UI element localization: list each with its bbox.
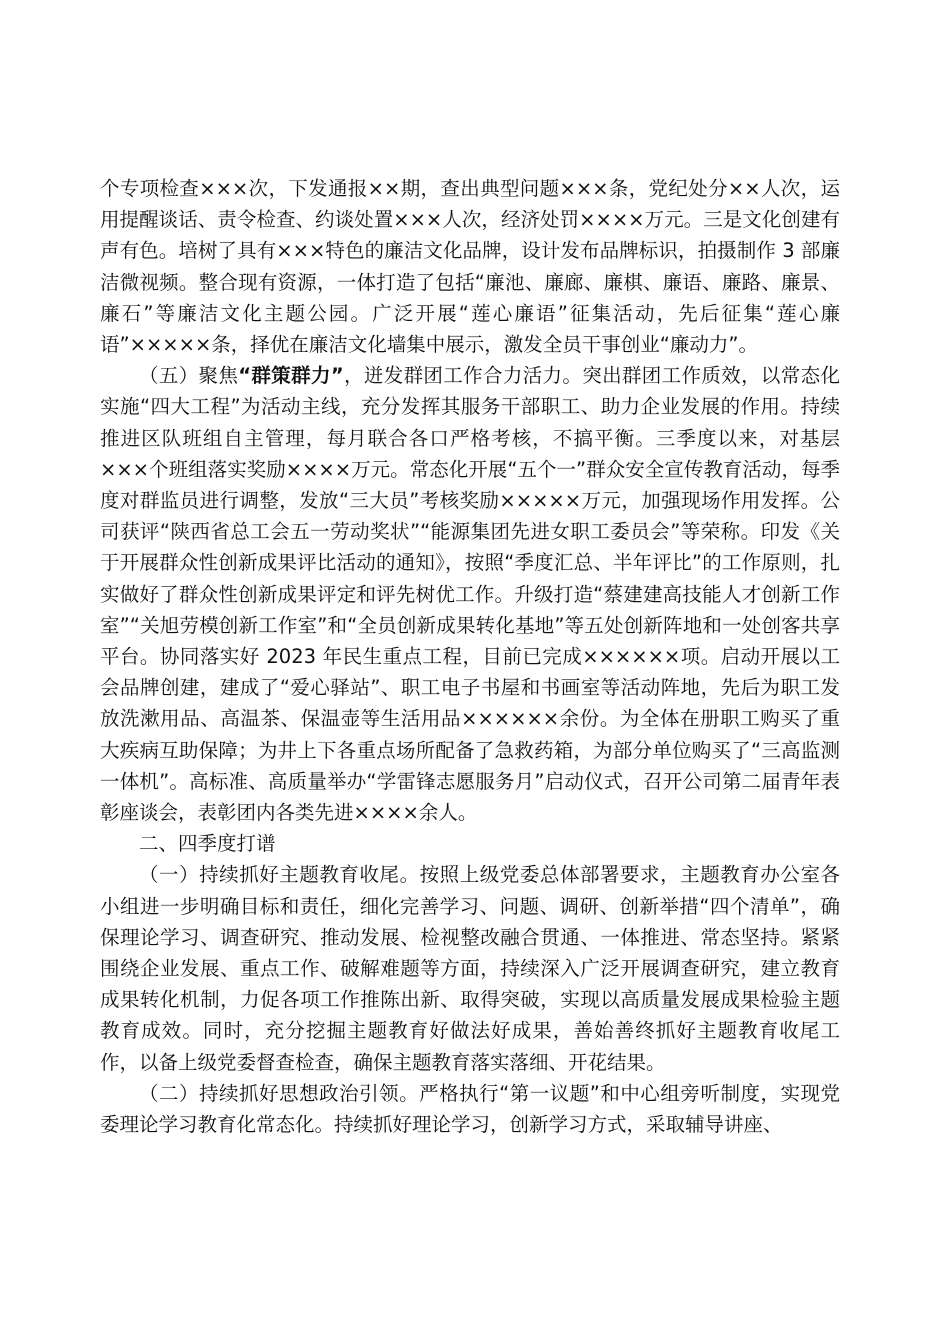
paragraph-section-two: （二）持续抓好思想政治引领。严格执行“第一议题”和中心组旁听制度，实现党委理论学习教育化常态化。持续抓好理论学习，创新学习方式，采取辅导讲座、 <box>100 1081 840 1137</box>
paragraph-section-one: （一）持续抓好主题教育收尾。按照上级党委总体部署要求，主题教育办公室各小组进一步明确目标和责任，细化完善学习、问题、调研、创新举措“四个清单”，确保理论学习、调查研究、推动发展、检视整改融合贯通、一体推进、常态坚持。紧紧围绕企业发展、重点工作、破解难题等方面，持续深入广泛开展调查研究，建立教育成果转化机制，力促各项工作推陈出新、取得突破，实现以高质量发展成果检验主题教育成效。同时，充分挖掘主题教育好做法好成果，善始善终抓好主题教育收尾工作，以备上级党委督查检查，确保主题教育落实落细、开花结果。 <box>100 863 840 1074</box>
paragraph-continuation: 个专项检查×××次，下发通报××期，查出典型问题×××条，党纪处分××人次，运用提醒谈话、责令检查、约谈处置×××人次，经济处罚××××万元。三是文化创建有声有色。培树了具有×××特色的廉洁文化品牌，设计发布品牌标识，拍摄制作 3 部廉洁微视频。整合现有资源，一体打造了包括“廉池、廉廊、廉棋、廉语、廉路、廉景、廉石”等廉洁文化主题公园。广泛开展“莲心廉语”征集活动，先后征集“莲心廉语”×××××条，择优在廉洁文化墙集中展示，激发全员干事创业“廉动力”。 <box>100 177 840 357</box>
section-five-body: ，迸发群团工作合力活力。突出群团工作质效，以常态化实施“四大工程”为活动主线，充分发挥其服务干部职工、助力企业发展的作用。持续推进区队班组自主管理，每月联合各口严格考核，不搞平衡。三季度以来，对基层×××个班组落实奖励××××万元。常态化开展“五个一”群众安全宣传教育活动，每季度对群监员进行调整，发放“三大员”考核奖励×××××万元，加强现场作用发挥。公司获评“陕西省总工会五一劳动奖状”“能源集团先进女职工委员会”等荣称。印发《关于开展群众性创新成果评比活动的通知》，按照“季度汇总、半年评比”的工作原则，扎实做好了群众性创新成果评定和评先树优工作。升级打造“蔡建建高技能人才创新工作室”“关旭劳模创新工作室”和“全员创新成果转化基地”等五处创新阵地和一处创客共享平台。协同落实好 2023 年民生重点工程，目前已完成××××××项。启动开展以工会品牌创建，建成了“爱心驿站”、职工电子书屋和书画室等活动阵地，先后为职工发放洗漱用品、高温茶、保温壶等生活用品××××××余份。为全体在册职工购买了重大疾病互助保障；为井上下各重点场所配备了急救药箱，为部分单位购买了“三高监测一体机”。高标准、高质量举办“学雷锋志愿服务月”启动仪式，召开公司第二届青年表彰座谈会，表彰团内各类先进××××余人。 <box>100 364 840 825</box>
section-five-number: （五）聚焦 <box>139 364 239 388</box>
document-body <box>100 173 840 1140</box>
paragraph-section-five <box>100 360 840 828</box>
section-five-keyword: “群策群力” <box>238 364 344 388</box>
heading-q4-plan: 二、四季度打谱 <box>139 832 276 856</box>
